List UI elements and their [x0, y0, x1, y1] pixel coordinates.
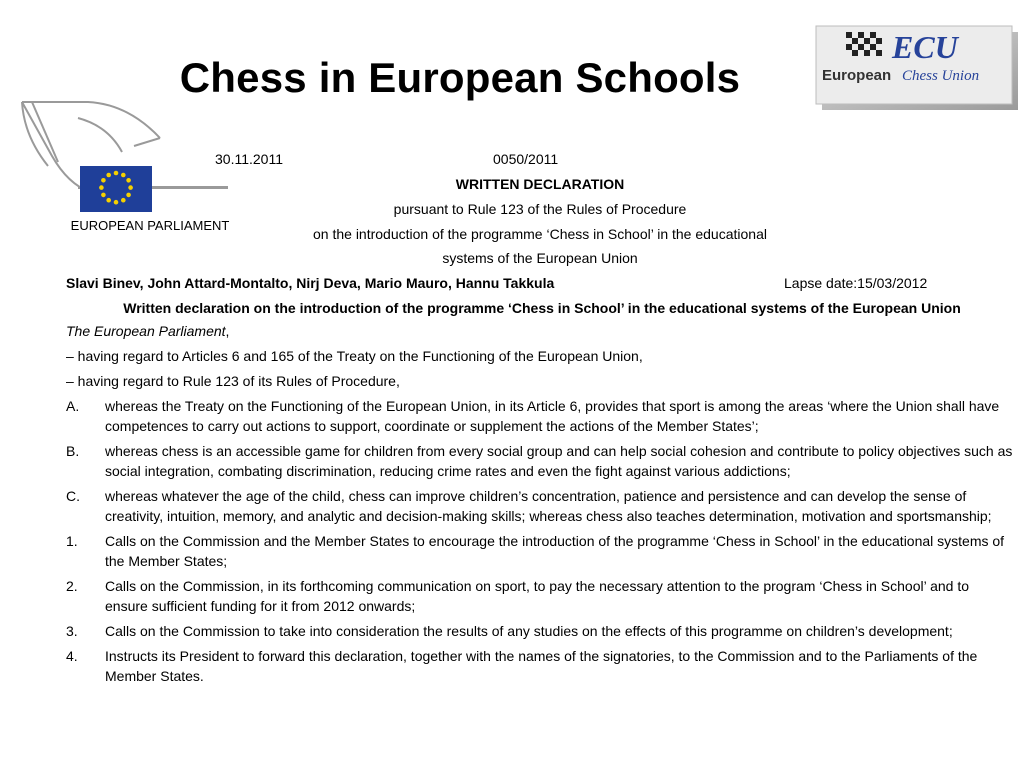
pursuant-line: pursuant to Rule 123 of the Rules of Procedure — [393, 201, 687, 217]
list-text: Calls on the Commission, in its forthcoming communication on sport, to pay the necessary attention to the program ‘Chess in School’ and to ensure sufficient funding for it from 2012 onwards; — [105, 578, 970, 614]
lapse-date: Lapse date:15/03/2012 — [784, 275, 928, 291]
declaration-number: 0050/2011 — [493, 151, 559, 167]
european-parliament-caption: EUROPEAN PARLIAMENT — [70, 218, 230, 233]
parliament-name: The European Parliament — [66, 323, 226, 339]
list-item — [66, 576, 1014, 616]
list-text: whereas chess is an accessible game for children from every social group and can help social cohesion and contribute to policy objectives such as social integration, combating discrimination, reducing crime rates and even the fight against various addictions; — [105, 443, 1013, 479]
european-chess-union-logo — [812, 22, 1022, 114]
list-marker: B. — [66, 443, 80, 459]
parliament-line — [66, 321, 1014, 341]
declaration-body — [66, 321, 1014, 691]
declaration-title: Written declaration on the introduction of the programme ‘Chess in School’ in the educational systems of the European Union — [123, 300, 961, 316]
list-item — [66, 621, 1014, 641]
list-text: Calls on the Commission to take into consideration the results of any studies on the effects of this programme on children’s development; — [105, 623, 953, 639]
regard-line-1: – having regard to Articles 6 and 165 of the Treaty on the Functioning of the European Union, — [66, 348, 643, 364]
intro-line-2: systems of the European Union — [442, 250, 638, 266]
page-title: Chess in European Schools — [179, 54, 741, 101]
list-item — [66, 531, 1014, 571]
declaration-date: 30.11.2011 — [215, 151, 283, 167]
list-marker: 1. — [66, 533, 78, 549]
written-declaration-heading: WRITTEN DECLARATION — [455, 176, 625, 192]
list-marker: A. — [66, 398, 80, 414]
list-marker: 2. — [66, 578, 78, 594]
european-parliament-logo — [18, 96, 230, 216]
intro-line-1: on the introduction of the programme ‘Chess in School’ in the educational — [313, 226, 767, 242]
ecu-letters: ECU — [892, 29, 958, 65]
list-item — [66, 486, 1014, 526]
regard-line-2: – having regard to Rule 123 of its Rules of Procedure, — [66, 373, 400, 389]
list-marker: 3. — [66, 623, 78, 639]
ecu-word-chess-union: Chess Union — [902, 68, 980, 84]
list-text: Instructs its President to forward this declaration, together with the names of the signatories, to the Commission and to the Parliaments of the Member States. — [105, 648, 978, 684]
list-text: whereas whatever the age of the child, chess can improve children’s concentration, patience and persistence and can develop the sense of creativity, intuition, memory, and analytic and decision-making skills; whereas chess also teaches determination, motivation and sportsmanship; — [105, 488, 992, 524]
list-item — [66, 441, 1014, 481]
parliament-suffix: , — [225, 323, 230, 339]
authors-line: Slavi Binev, John Attard-Montalto, Nirj Deva, Mario Mauro, Hannu Takkula — [66, 275, 555, 291]
list-marker: 4. — [66, 648, 78, 664]
list-item — [66, 646, 1014, 686]
list-marker: C. — [66, 488, 80, 504]
list-item — [66, 396, 1014, 436]
list-text: whereas the Treaty on the Functioning of the European Union, in its Article 6, provides that sport is among the areas ‘where the Union shall have competences to carry out actions to support, coordinate or supplement the actions of the Member States’; — [105, 398, 1000, 434]
ecu-word-european: European — [822, 67, 892, 84]
list-text: Calls on the Commission and the Member States to encourage the introduction of the programme ‘Chess in School’ in the educational systems of the Member States; — [105, 533, 1005, 569]
